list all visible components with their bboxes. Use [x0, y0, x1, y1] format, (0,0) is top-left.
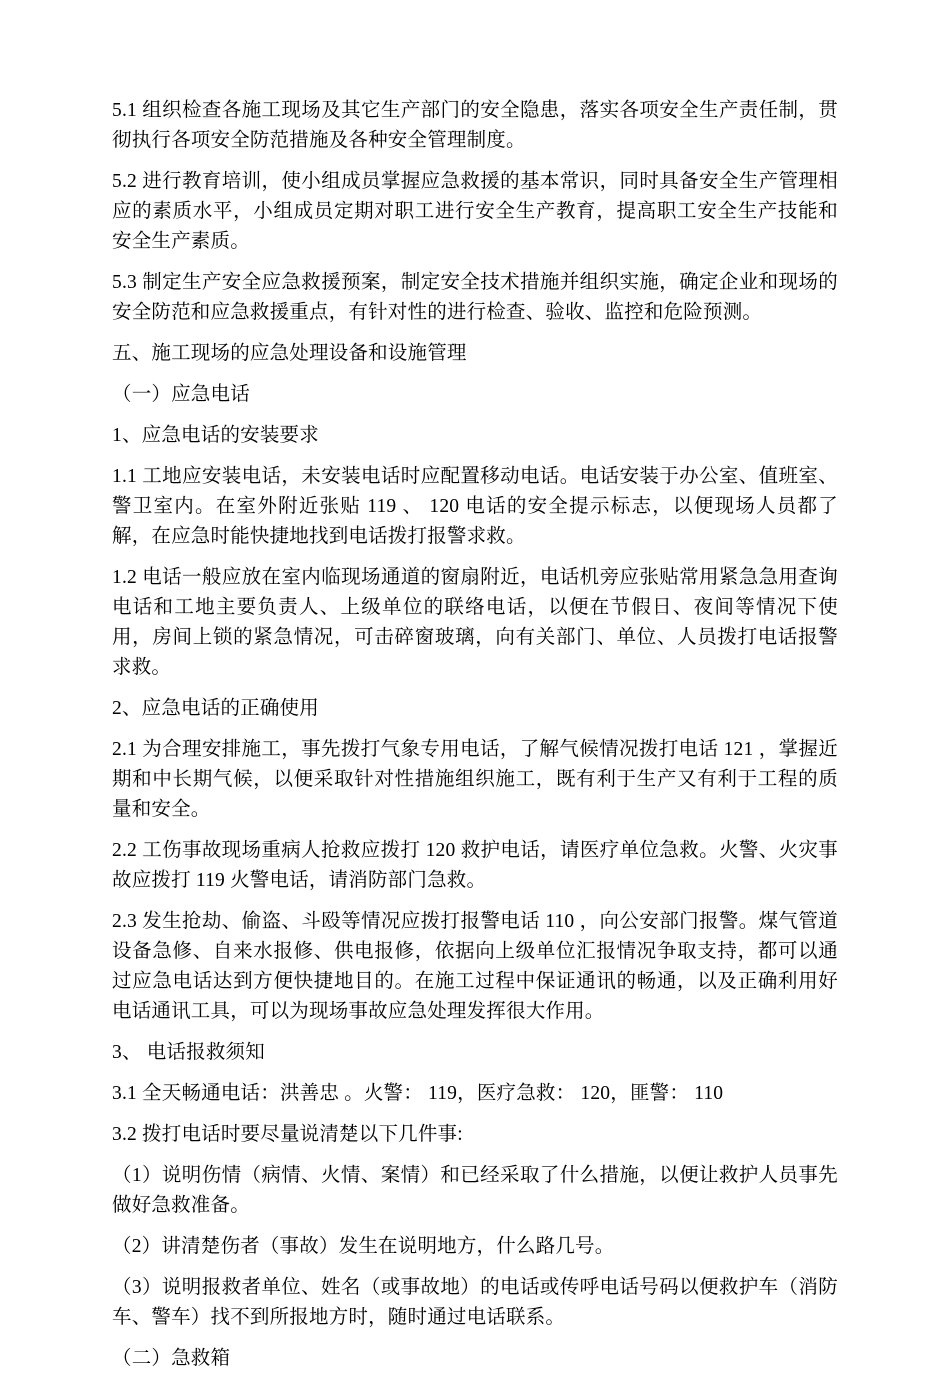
paragraph-2-3: 2.3 发生抢劫、偷盗、斗殴等情况应拨打报警电话 110 ，向公安部门报警。煤气管道设备急修、自来水报修、供电报修，依据向上级单位汇报情况争取支持，都可以通过应急电话达到方便快捷地目的。在施工过程中保证通讯的畅通，以及正确利用好电话通讯工具，可以为现场事故应急处理发挥很大作用。: [112, 911, 838, 1022]
subsection-heading-two: （二）急救箱: [112, 1348, 231, 1369]
document-body: [112, 96, 838, 1374]
paragraph-3-2: 3.2 拨打电话时要尽量说清楚以下几件事:: [112, 1124, 463, 1145]
paragraph-1-1: 1.1 工地应安装电话，未安装电话时应配置移动电话。电话安装于办公室、值班室、警卫室内。在室外附近张贴 119 、 120 电话的安全提示标志，以便现场人员都了解，在应急时能快捷地找到电话拨打报警求救。: [112, 466, 838, 547]
paragraph-5-3: 5.3 制定生产安全应急救援预案，制定安全技术措施并组织实施，确定企业和现场的安全防范和应急救援重点，有针对性的进行检查、验收、监控和危险预测。: [112, 272, 838, 323]
numbered-item-3: （3）说明报救者单位、姓名（或事故地）的电话或传呼电话号码以便救护车（消防车、警车）找不到所报地方时，随时通过电话联系。: [112, 1277, 838, 1328]
list-heading-3: 3、 电话报救须知: [112, 1042, 265, 1063]
section-heading-five: 五、施工现场的应急处理设备和设施管理: [112, 343, 467, 364]
numbered-item-2: （2）讲清楚伤者（事故）发生在说明地方，什么路几号。: [112, 1236, 615, 1257]
subsection-heading-one: （一）应急电话: [112, 384, 250, 405]
paragraph-5-1: 5.1 组织检查各施工现场及其它生产部门的安全隐患，落实各项安全生产责任制，贯彻执行各项安全防范措施及各种安全管理制度。: [112, 100, 838, 151]
paragraph-1-2: 1.2 电话一般应放在室内临现场通道的窗扇附近，电话机旁应张贴常用紧急急用查询电话和工地主要负责人、上级单位的联络电话，以便在节假日、夜间等情况下使用，房间上锁的紧急情况，可击碎窗玻璃，向有关部门、单位、人员拨打电话报警求救。: [112, 567, 838, 678]
numbered-item-1: （1）说明伤情（病情、火情、案情）和已经采取了什么措施，以便让救护人员事先做好急救准备。: [112, 1165, 838, 1216]
paragraph-3-1: 3.1 全天畅通电话：洪善忠 。火警： 119，医疗急救： 120，匪警： 110: [112, 1083, 724, 1104]
list-heading-1: 1、应急电话的安装要求: [112, 425, 319, 446]
list-heading-2: 2、应急电话的正确使用: [112, 698, 319, 719]
paragraph-2-2: 2.2 工伤事故现场重病人抢救应拨打 120 救护电话，请医疗单位急救。火警、火灾事故应拨打 119 火警电话，请消防部门急救。: [112, 840, 838, 891]
paragraph-5-2: 5.2 进行教育培训，使小组成员掌握应急救援的基本常识，同时具备安全生产管理相应的素质水平，小组成员定期对职工进行安全生产教育，提高职工安全生产技能和安全生产素质。: [112, 171, 838, 252]
paragraph-2-1: 2.1 为合理安排施工，事先拨打气象专用电话，了解气候情况拨打电话 121 ，掌握近期和中长期气候，以便采取针对性措施组织施工，既有利于生产又有利于工程的质量和安全。: [112, 739, 838, 820]
